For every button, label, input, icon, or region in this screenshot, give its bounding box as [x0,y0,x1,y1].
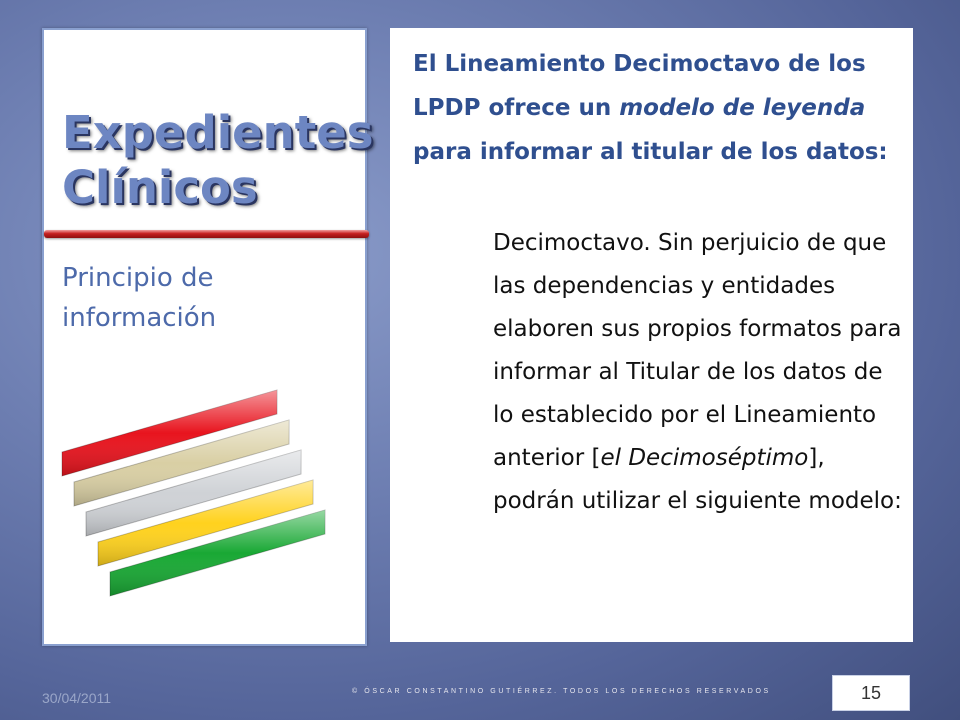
quote-text-1: Decimoctavo. Sin perjuicio de que las dependencias y entidades elaboren sus propios formatos para informar al Titular de los datos de lo establecido por el Lineamiento anterior [ [493,230,902,471]
quote-text-italic: el Decimoséptimo [600,445,809,471]
slide-title [62,105,374,215]
quote-paragraph [493,222,903,523]
quote-text-2: ], podrán utilizar el siguiente modelo: [493,445,902,514]
footer-date: 30/04/2011 [42,690,112,706]
page-number: 15 [832,675,910,711]
title-line-2: Clínicos [62,161,258,214]
intro-paragraph [413,42,898,174]
footer-copyright: © ÓSCAR CONSTANTINO GUTIÉRREZ. TODOS LOS DERECHOS RESERVADOS [352,688,771,695]
intro-text-2: para informar al titular de los datos: [413,139,888,165]
red-divider [44,230,369,238]
intro-text-1: El Lineamiento Decimoctavo de los LPDP ofrece un [413,51,866,121]
title-line-1: Expedientes [62,106,374,159]
slide-subtitle: Principio de información [62,263,217,333]
content-panel [390,28,913,642]
colored-stripes-graphic [54,380,354,610]
title-panel [42,28,374,646]
intro-text-italic: modelo de leyenda [619,95,866,121]
